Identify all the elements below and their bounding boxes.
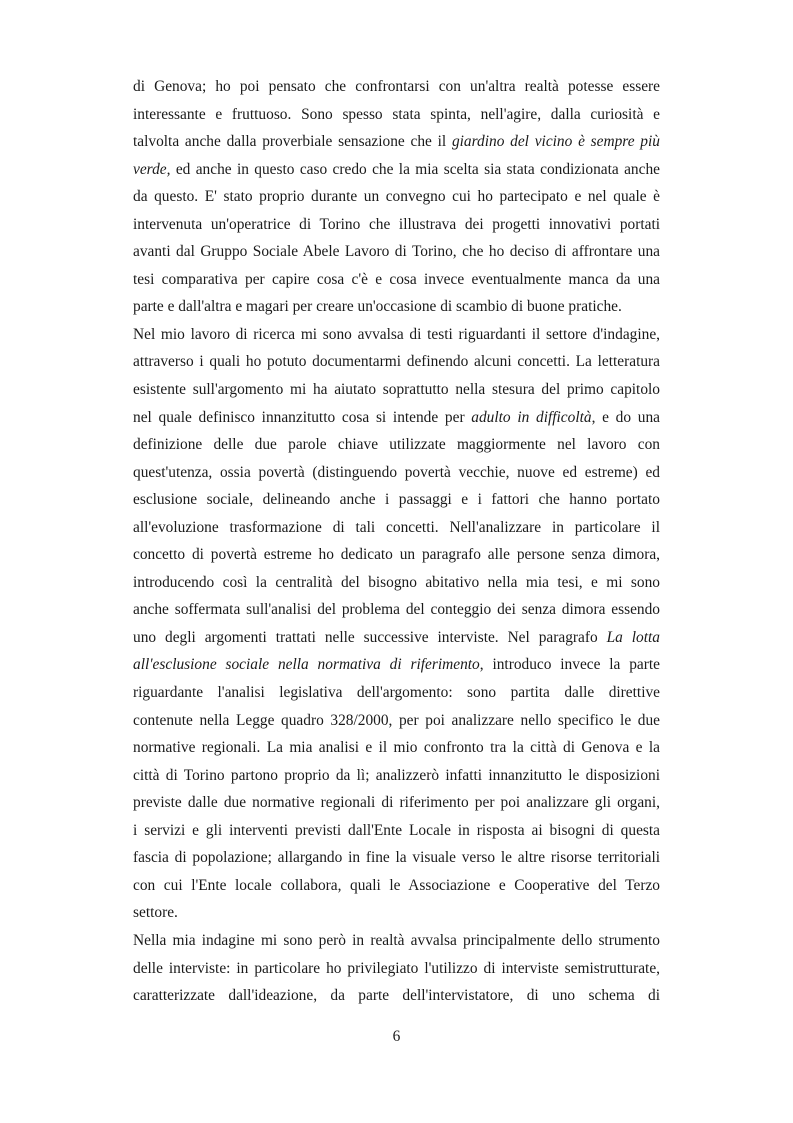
italic-text: giardino del vicino è sempre più <box>451 133 660 151</box>
body-text <box>133 73 660 1010</box>
text-run: talvolta anche dalla proverbiale sensazione che il <box>133 133 452 151</box>
text-line <box>133 128 660 156</box>
italic-text: La lotta <box>606 628 660 646</box>
text-run: definizione delle due parole chiave utilizzate maggiormente nel lavoro con <box>133 436 660 454</box>
text-line <box>133 817 660 845</box>
text-run: i servizi e gli interventi previsti dall'Ente Locale in risposta ai bisogni di questa <box>133 821 660 839</box>
text-run: avanti dal Gruppo Sociale Abele Lavoro di Torino, che ho deciso di affrontare una <box>133 243 660 261</box>
text-line <box>133 872 660 900</box>
italic-text: all'esclusione sociale nella normativa di riferimento <box>133 656 480 674</box>
text-run: introducendo così la centralità del bisogno abitativo nella mia tesi, e mi sono <box>133 573 660 591</box>
text-line <box>133 266 660 294</box>
text-line <box>133 596 660 624</box>
italic-text: verde, <box>133 160 171 178</box>
text-run: normative regionali. La mia analisi e il mio confronto tra la città di Genova e la <box>133 739 660 757</box>
text-run: da questo. E' stato proprio durante un convegno cui ho partecipato e nel quale è <box>133 188 660 206</box>
text-run: nel quale definisco innanzitutto cosa si intende per <box>133 408 472 426</box>
text-run: tesi comparativa per capire cosa c'è e cosa invece eventualmente manca da una <box>133 270 660 288</box>
italic-text: adulto in difficoltà <box>471 408 592 426</box>
text-run: anche soffermata sull'analisi del problema del conteggio dei senza dimora essendo <box>133 601 660 619</box>
text-line <box>133 486 660 514</box>
text-run: interessante e fruttuoso. Sono spesso stata spinta, nell'agire, dalla curiosità e <box>133 105 660 123</box>
text-run: attraverso i quali ho potuto documentarmi definendo alcuni concetti. La letteratura <box>133 353 660 371</box>
text-run: previste dalle due normative regionali di riferimento per poi analizzare gli organi, <box>133 794 660 812</box>
text-run: Nella mia indagine mi sono però in realtà avvalsa principalmente dello strumento <box>133 931 660 949</box>
text-run: ed anche in questo caso credo che la mia scelta sia stata condizionata anche <box>170 160 660 178</box>
text-run: esclusione sociale, delineando anche i passaggi e i fattori che hanno portato <box>133 491 660 509</box>
text-line <box>133 982 660 1010</box>
text-line <box>133 211 660 239</box>
text-run: concetto di povertà estreme ho dedicato un paragrafo alle persone senza dimora, <box>133 546 660 564</box>
text-run: città di Torino partono proprio da lì; analizzerò infatti innanzitutto le disposizioni <box>133 766 660 784</box>
text-line <box>133 431 660 459</box>
text-run: contenute nella Legge quadro 328/2000, per poi analizzare nello specifico le due <box>133 711 660 729</box>
text-line <box>133 569 660 597</box>
text-line <box>133 899 660 927</box>
text-run: esistente sull'argomento mi ha aiutato soprattutto nella stesura del primo capitolo <box>133 381 660 399</box>
text-run: settore. <box>133 904 178 922</box>
text-run: con cui l'Ente locale collabora, quali le Associazione e Cooperative del Terzo <box>133 876 660 894</box>
text-line <box>133 321 660 349</box>
text-run: fascia di popolazione; allargando in fine la visuale verso le altre risorse territoriali <box>133 849 660 867</box>
text-run: uno degli argomenti trattati nelle successive interviste. Nel paragrafo <box>133 628 607 646</box>
text-line <box>133 183 660 211</box>
text-run: , e do una <box>591 408 660 426</box>
text-run: riguardante l'analisi legislativa dell'argomento: sono partita dalle direttive <box>133 684 660 702</box>
text-line <box>133 541 660 569</box>
text-line <box>133 734 660 762</box>
text-line <box>133 844 660 872</box>
text-run: all'evoluzione trasformazione di tali concetti. Nell'analizzare in particolare il <box>133 518 660 536</box>
text-line <box>133 238 660 266</box>
page-number: 6 <box>392 1028 401 1045</box>
text-line <box>133 789 660 817</box>
text-run: Nel mio lavoro di ricerca mi sono avvalsa di testi riguardanti il settore d'indagine, <box>133 325 660 343</box>
text-line <box>133 955 660 983</box>
text-run: parte e dall'altra e magari per creare un'occasione di scambio di buone pratiche. <box>133 298 622 316</box>
text-run: intervenuta un'operatrice di Torino che illustrava dei progetti innovativi portati <box>133 215 660 233</box>
text-line <box>133 459 660 487</box>
text-line <box>133 376 660 404</box>
text-line <box>133 514 660 542</box>
text-run: di Genova; ho poi pensato che confrontarsi con un'altra realtà potesse essere <box>133 78 660 95</box>
text-line <box>133 927 660 955</box>
text-line <box>133 404 660 432</box>
text-run: quest'utenza, ossia povertà (distinguendo povertà vecchie, nuove ed estreme) ed <box>133 463 660 481</box>
text-run: , introduco invece la parte <box>479 656 660 674</box>
text-line <box>133 707 660 735</box>
text-line <box>133 651 660 679</box>
text-line <box>133 679 660 707</box>
text-run: delle interviste: in particolare ho privilegiato l'utilizzo di interviste semistrutturate, <box>133 959 660 977</box>
text-line <box>133 762 660 790</box>
text-line <box>133 624 660 652</box>
text-line <box>133 293 660 321</box>
text-line <box>133 348 660 376</box>
text-line <box>133 73 660 101</box>
text-run: caratterizzate dall'ideazione, da parte dell'intervistatore, di uno schema di <box>133 987 660 1005</box>
text-line <box>133 101 660 129</box>
text-line <box>133 156 660 184</box>
